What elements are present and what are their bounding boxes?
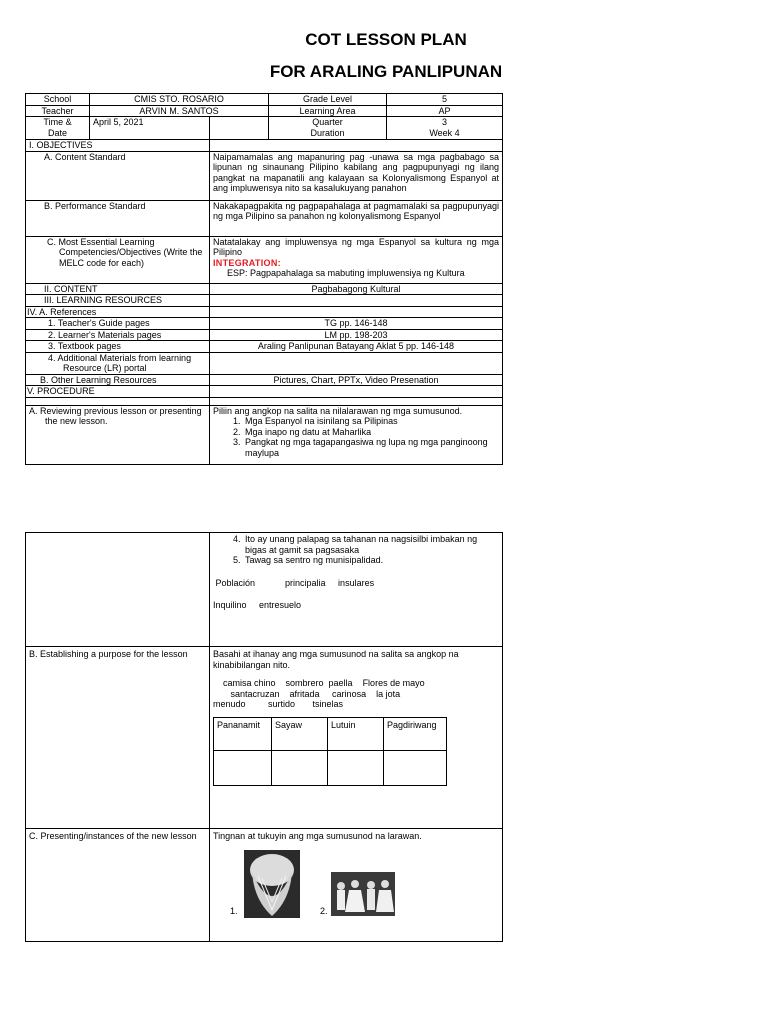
procedure-blank (210, 386, 503, 398)
school-label: School (26, 94, 90, 106)
melc-label: C. Most Essential Learning Competencies/Objectives (Write the MELC code for each) (26, 236, 210, 283)
content-value: Pagbabagong Kultural (210, 283, 503, 295)
list-item: 1. Mga Espanyol na isinilang sa Pilipinas (243, 416, 499, 427)
words-line-1: camisa chino sombrero paella Flores de mayo (213, 678, 425, 688)
date-label: Date (47, 127, 67, 138)
sort-cell[interactable] (214, 750, 272, 785)
area-value: AP (387, 105, 503, 117)
time-date-label (26, 117, 90, 140)
choices-line-1: Población principalia insulares (213, 577, 375, 588)
area-label: Learning Area (269, 105, 387, 117)
review-cont-cell (210, 533, 503, 647)
other-resources-value: Pictures, Chart, PPTx, Video Presenation (210, 374, 503, 386)
resources-heading: III. LEARNING RESOURCES (26, 295, 210, 307)
content-standard-text: Naipamamalas ang mapanuring pag -unawa sa mga pagbabago sa lipunan ng sinaunang Pilipino kabilang ang pagpupunyagi ng ilang pangkat na mapanatili ang kalayaan sa Kolonyalismong Espanyol at ang impluwensya nito sa kasalukuyang panahon (210, 151, 503, 200)
list-item: 3. Pangkat ng mga tagapangasiwa ng lupa ng mga panginoong maylupa (243, 437, 499, 458)
picture-row (213, 842, 499, 934)
quarter-label: Quarter (312, 117, 343, 127)
quarter-duration-label (269, 117, 387, 140)
document-title: COT LESSON PLAN (305, 30, 467, 49)
lesson-plan-table (25, 93, 503, 465)
sort-header-pananamit: Pananamit (214, 717, 272, 750)
resources-blank (210, 295, 503, 307)
review-cell (210, 405, 503, 464)
procedure-heading: V. PROCEDURE (26, 386, 210, 398)
duration-value: Week 4 (429, 127, 460, 138)
tg-value: TG pp. 146-148 (210, 318, 503, 330)
dance-picture (331, 872, 395, 916)
presenting-cell (210, 829, 503, 942)
pic2-label: 2. (320, 905, 328, 916)
additional-label: 4. Additional Materials from learning Resource (LR) portal (26, 352, 210, 374)
teacher-value: ARVIN M. SANTOS (90, 105, 269, 117)
shawl-picture (244, 850, 300, 918)
sort-cell[interactable] (328, 750, 384, 785)
melc-text: Natatalakay ang impluwensya ng mga Espanyol sa kultura ng mga Pilipino (213, 236, 500, 257)
school-value: CMIS STO. ROSARIO (90, 94, 269, 106)
pic1-label: 1. (230, 905, 238, 916)
additional-blank (210, 352, 503, 374)
other-resources-label: B. Other Learning Resources (26, 374, 210, 386)
melc-cell (210, 236, 503, 283)
textbook-label: 3. Textbook pages (26, 341, 210, 353)
date-blank (210, 117, 269, 140)
continued-blank (26, 533, 210, 647)
sort-header-lutuin: Lutuin (328, 717, 384, 750)
quarter-value: 3 (442, 117, 448, 127)
duration-label: Duration (310, 127, 345, 138)
objectives-blank (210, 140, 503, 152)
sort-cell[interactable] (384, 750, 447, 785)
objectives-heading: I. OBJECTIVES (26, 140, 210, 152)
sort-header-sayaw: Sayaw (272, 717, 328, 750)
grade-value: 5 (387, 94, 503, 106)
presenting-instruction: Tingnan at tukuyin ang mga sumusunod na larawan. (213, 831, 422, 841)
performance-standard-label: B. Performance Standard (26, 200, 210, 236)
textbook-value: Araling Panlipunan Batayang Aklat 5 pp. 146-148 (210, 341, 503, 353)
references-blank (210, 306, 503, 318)
grade-label: Grade Level (269, 94, 387, 106)
tg-label: 1. Teacher's Guide pages (26, 318, 210, 330)
integration-text: ESP: Pagpapahalaga sa mabuting impluwensiya ng Kultura (227, 268, 465, 278)
sort-header-pagdiriwang: Pagdiriwang (384, 717, 447, 750)
lesson-plan-table-continued (25, 532, 503, 942)
review-list-cont (213, 534, 499, 566)
content-standard-label: A. Content Standard (26, 151, 210, 200)
integration-label: INTEGRATION: (213, 257, 281, 268)
list-item: 5. Tawag sa sentro ng munisipalidad. (243, 555, 499, 566)
spacer-right (210, 397, 503, 405)
presenting-label: C. Presenting/instances of the new lesson (26, 829, 210, 942)
lm-value: LM pp. 198-203 (210, 329, 503, 341)
content-heading: II. CONTENT (26, 283, 210, 295)
review-instruction: Piliin ang angkop na salita na nilalarawan ng mga sumusunod. (213, 405, 463, 416)
review-list (213, 416, 499, 458)
choices-line-2: Inquilino entresuelo (213, 600, 302, 610)
lm-label: 2. Learner's Materials pages (26, 329, 210, 341)
list-item: 4. Ito ay unang palapag sa tahanan na nagsisilbi imbakan ng bigas at gamit sa pagsasaka (243, 534, 499, 555)
words-line-3: menudo surtido tsinelas (213, 699, 344, 709)
sort-cell[interactable] (272, 750, 328, 785)
quarter-duration-value (387, 117, 503, 140)
performance-standard-text: Nakakapagpakita ng pagpapahalaga at pagmamalaki sa pagpupunyagi ng mga Pilipino sa panahon ng kolonyalismong Espanyol (210, 200, 503, 236)
date-value: April 5, 2021 (90, 117, 210, 140)
sorting-table (213, 717, 447, 786)
time-label: Time & (43, 117, 72, 127)
purpose-cell (210, 647, 503, 829)
spacer-left (26, 397, 210, 405)
document-subtitle: FOR ARALING PANLIPUNAN (269, 62, 503, 81)
purpose-label: B. Establishing a purpose for the lesson (26, 647, 210, 829)
words-line-2: santacruzan afritada carinosa la jota (213, 688, 401, 699)
list-item: 2. Mga inapo ng datu at Maharlika (243, 427, 499, 438)
purpose-instruction: Basahi at ihanay ang mga sumusunod na salita sa angkop na kinabibilangan nito. (213, 649, 459, 670)
review-label: A. Reviewing previous lesson or presenting the new lesson. (26, 405, 210, 464)
teacher-label: Teacher (26, 105, 90, 117)
references-heading: IV. A. References (26, 306, 210, 318)
